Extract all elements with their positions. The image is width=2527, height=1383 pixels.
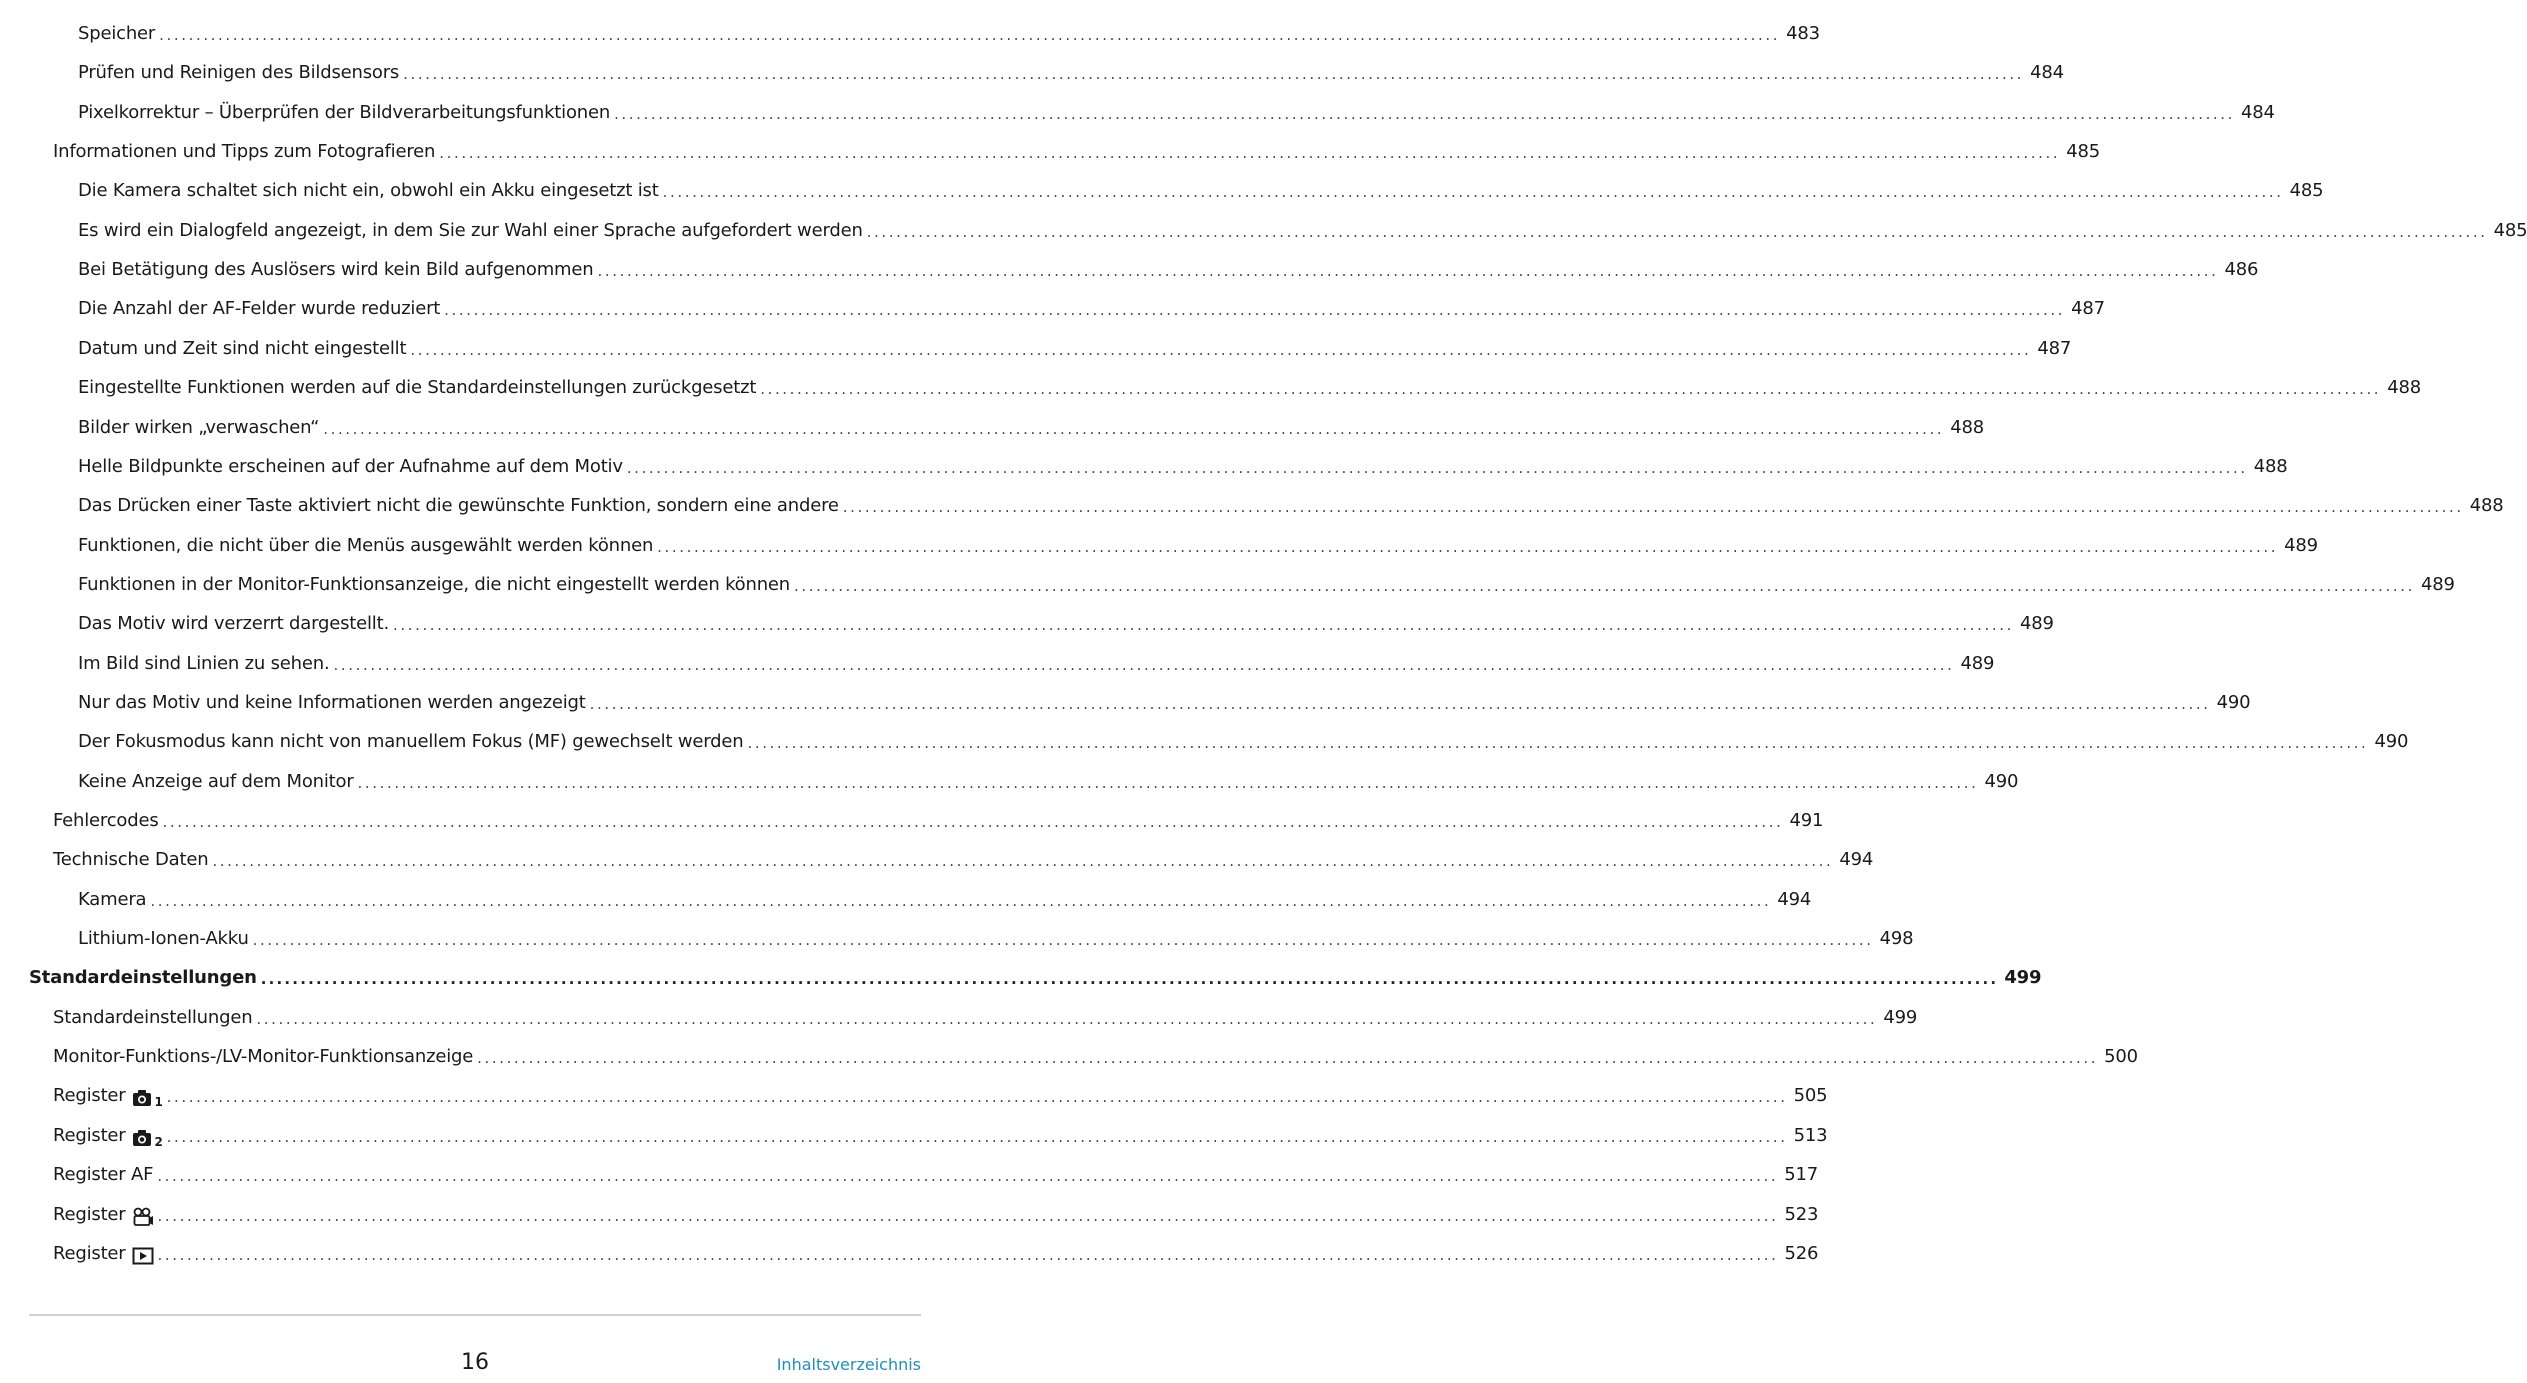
toc-entry-title: Register AF xyxy=(53,1164,154,1186)
toc-entry-title: Die Anzahl der AF-Felder wurde reduziert xyxy=(78,298,441,320)
toc-entry[interactable] xyxy=(78,648,1995,676)
toc-entry[interactable] xyxy=(78,372,2421,400)
toc-entry-title: Es wird ein Dialogfeld angezeigt, in dem Sie zur Wahl einer Sprache aufgefordert werden xyxy=(78,219,863,241)
dot-leader: ............................................................................................................................................................................................................................ xyxy=(842,498,2464,517)
dot-leader: ............................................................................................................................................................................................................................ xyxy=(252,931,1874,950)
toc-entry-title: Keine Anzeige auf dem Monitor xyxy=(78,770,354,792)
dot-leader: ............................................................................................................................................................................................................................ xyxy=(626,458,2248,477)
toc-entry-title: Standardeinstellungen xyxy=(29,967,257,989)
dot-leader: ............................................................................................................................................................................................................................ xyxy=(357,773,1979,792)
dot-leader: ............................................................................................................................................................................................................................ xyxy=(260,970,1999,989)
toc-entry-title: Datum und Zeit sind nicht eingestellt xyxy=(78,337,407,359)
dot-leader: ............................................................................................................................................................................................................................ xyxy=(747,734,2369,753)
toc-entry-page: 485 xyxy=(2289,180,2324,202)
toc-entry-page: 488 xyxy=(2253,455,2288,477)
toc-entry-title: Funktionen in der Monitor-Funktionsanzeige, die nicht eingestellt werden können xyxy=(78,573,790,595)
footer-divider xyxy=(29,1314,921,1316)
toc-entry-title: Bilder wirken „verwaschen“ xyxy=(78,416,320,438)
toc-entry-page: 523 xyxy=(1784,1203,1819,1225)
toc-entry[interactable] xyxy=(53,1041,2138,1069)
toc-entry[interactable] xyxy=(78,766,2019,794)
toc-entry-title: Standardeinstellungen xyxy=(53,1006,253,1028)
toc-entry-page: 500 xyxy=(2104,1046,2138,1068)
toc-entry[interactable] xyxy=(53,136,2100,164)
toc-entry-title: Helle Bildpunkte erscheinen auf der Aufnahme auf dem Motiv xyxy=(78,455,623,477)
toc-entry[interactable] xyxy=(78,923,1914,951)
toc-entry-page: 513 xyxy=(1793,1124,1828,1146)
toc-entry[interactable] xyxy=(78,726,2409,754)
dot-leader: ............................................................................................................................................................................................................................ xyxy=(444,301,2066,320)
toc-entry-page: 505 xyxy=(1793,1085,1828,1107)
dot-leader: ............................................................................................................................................................................................................................ xyxy=(793,576,2415,595)
dot-leader: ............................................................................................................................................................................................................................ xyxy=(477,1049,2099,1068)
dot-leader: ............................................................................................................................................................................................................................ xyxy=(323,419,1945,438)
toc-entry-title: Fehlercodes xyxy=(53,810,159,831)
toc-entry[interactable] xyxy=(53,1080,1828,1110)
toc-entry[interactable] xyxy=(53,1238,1819,1266)
toc-entry-page: 489 xyxy=(1960,652,1995,674)
video-camera-icon xyxy=(132,1207,154,1227)
toc-entry[interactable] xyxy=(53,1120,1828,1149)
toc-entry-page: 517 xyxy=(1784,1164,1819,1186)
toc-entry-page: 526 xyxy=(1784,1242,1819,1264)
toc-entry-title: Monitor-Funktions-/LV-Monitor-Funktionsanzeige xyxy=(53,1046,474,1068)
dot-leader: ............................................................................................................................................................................................................................ xyxy=(597,262,2219,281)
toc-entry[interactable] xyxy=(78,490,2504,518)
toc-entry-page: 488 xyxy=(2469,495,2504,517)
toc-entry-page: 484 xyxy=(2241,101,2275,123)
toc-entry-title: Der Fokusmodus kann nicht von manuellem Fokus (MF) gewechselt werden xyxy=(78,731,744,753)
toc-entry-page: 484 xyxy=(2030,62,2064,84)
dot-leader: ............................................................................................................................................................................................................................ xyxy=(662,183,2284,202)
toc-entry[interactable] xyxy=(78,569,2455,597)
toc-entry-page: 489 xyxy=(2284,534,2318,556)
page-number: 16 xyxy=(461,1350,489,1375)
dot-leader: ............................................................................................................................................................................................................................ xyxy=(159,26,1781,44)
toc-entry[interactable] xyxy=(29,962,2042,990)
toc-entry-page: 489 xyxy=(2019,613,2054,635)
dot-leader: ............................................................................................................................................................................................................................ xyxy=(157,1206,1779,1225)
dot-leader: ............................................................................................................................................................................................................................ xyxy=(333,655,1955,674)
toc-entry-title: Die Kamera schaltet sich nicht ein, obwohl ein Akku eingesetzt ist xyxy=(78,180,659,202)
toc-entry-page: 488 xyxy=(1950,416,1984,438)
dot-leader: ............................................................................................................................................................................................................................ xyxy=(256,1009,1878,1028)
toc-entry-page: 487 xyxy=(2071,298,2105,320)
camera-2-icon: 2 xyxy=(132,1128,163,1148)
dot-leader: ............................................................................................................................................................................................................................ xyxy=(866,222,2488,241)
toc-entry-title: Kamera xyxy=(78,888,147,910)
toc-entry-title: Pixelkorrektur – Überprüfen der Bildverarbeitungsfunktionen xyxy=(78,101,611,123)
toc-entry-page: 499 xyxy=(1883,1006,1918,1028)
dot-leader: ............................................................................................................................................................................................................................ xyxy=(657,537,2279,556)
toc-entry[interactable] xyxy=(78,608,2054,636)
camera-1-icon: 1 xyxy=(132,1088,163,1108)
toc-entry-page: 485 xyxy=(2066,141,2100,163)
toc-entry-title: Prüfen und Reinigen des Bildsensors xyxy=(78,62,400,84)
toc-entry-page: 483 xyxy=(1786,23,1820,44)
dot-leader: ............................................................................................................................................................................................................................ xyxy=(392,616,2014,635)
toc-entry[interactable] xyxy=(53,805,1824,833)
toc-entry-title: Register $_2$ xyxy=(53,1124,163,1149)
toc-entry-page: 490 xyxy=(1984,770,2019,792)
toc-entry[interactable] xyxy=(78,57,2064,85)
toc-entry[interactable] xyxy=(53,1199,1819,1227)
toc-entry[interactable] xyxy=(78,884,1812,912)
toc-entry-page: 499 xyxy=(2004,967,2042,989)
toc-entry-title: Register $_1$ xyxy=(53,1085,163,1110)
playback-icon xyxy=(132,1246,154,1266)
toc-entry-title: Register xyxy=(53,1242,154,1266)
dot-leader: ............................................................................................................................................................................................................................ xyxy=(439,144,2061,163)
toc-entry[interactable] xyxy=(53,1002,1918,1030)
toc-entry[interactable] xyxy=(78,687,2251,715)
toc-entry[interactable] xyxy=(78,530,2318,558)
toc-section-link[interactable]: Inhaltsverzeichnis xyxy=(776,1355,921,1374)
dot-leader: ............................................................................................................................................................................................................................ xyxy=(162,813,1784,831)
toc-entry-page: 491 xyxy=(1789,810,1824,831)
toc-entry-page: 489 xyxy=(2420,573,2455,595)
toc-entry-title: Im Bild sind Linien zu sehen. xyxy=(78,652,330,674)
toc-entry[interactable] xyxy=(78,215,2527,243)
toc-entry-title: Nur das Motiv und keine Informationen werden angezeigt xyxy=(78,691,586,713)
dot-leader: ............................................................................................................................................................................................................................ xyxy=(589,694,2211,713)
toc-entry-title: Das Motiv wird verzerrt dargestellt. xyxy=(78,613,389,635)
dot-leader: ............................................................................................................................................................................................................................ xyxy=(166,1088,1788,1107)
toc-entry-page: 494 xyxy=(1777,888,1812,910)
dot-leader: ............................................................................................................................................................................................................................ xyxy=(157,1167,1779,1186)
toc-entry-page: 487 xyxy=(2037,337,2072,359)
toc-entry[interactable] xyxy=(78,412,1984,440)
toc-entry-page: 485 xyxy=(2493,219,2527,241)
toc-entry-page: 494 xyxy=(1839,849,1874,871)
toc-entry[interactable] xyxy=(78,97,2275,125)
toc-entry[interactable] xyxy=(78,18,1820,46)
toc-entry-page: 486 xyxy=(2224,259,2259,281)
toc-entry[interactable] xyxy=(78,451,2288,479)
toc-entry-page: 498 xyxy=(1879,928,1914,950)
toc-entry-title: Register xyxy=(53,1203,154,1227)
toc-entry[interactable] xyxy=(78,333,2072,361)
dot-leader: ............................................................................................................................................................................................................................ xyxy=(410,340,2032,359)
toc-entry-title: Speicher xyxy=(78,23,156,44)
toc-entry-title: Eingestellte Funktionen werden auf die Standardeinstellungen zurückgesetzt xyxy=(78,377,757,399)
toc-entry[interactable] xyxy=(78,293,2105,321)
toc-entry-page: 490 xyxy=(2374,731,2409,753)
dot-leader: ............................................................................................................................................................................................................................ xyxy=(614,104,2236,123)
toc-entry[interactable] xyxy=(53,1159,1819,1187)
dot-leader: ............................................................................................................................................................................................................................ xyxy=(150,891,1772,910)
toc-entry[interactable] xyxy=(78,254,2259,282)
toc-entry-page: 490 xyxy=(2216,691,2251,713)
toc-entry-title: Das Drücken einer Taste aktiviert nicht die gewünschte Funktion, sondern eine andere xyxy=(78,495,839,517)
toc-entry-title: Bei Betätigung des Auslösers wird kein Bild aufgenommen xyxy=(78,259,594,281)
toc-entry-title: Informationen und Tipps zum Fotografieren xyxy=(53,141,436,163)
dot-leader: ............................................................................................................................................................................................................................ xyxy=(403,65,2025,84)
dot-leader: ............................................................................................................................................................................................................................ xyxy=(157,1245,1779,1264)
toc-entry-page: 488 xyxy=(2387,377,2421,399)
toc-entry-title: Funktionen, die nicht über die Menüs ausgewählt werden können xyxy=(78,534,654,556)
toc-entry[interactable] xyxy=(78,175,2324,203)
dot-leader: ............................................................................................................................................................................................................................ xyxy=(760,380,2382,399)
dot-leader: ............................................................................................................................................................................................................................ xyxy=(212,852,1834,871)
toc-entry[interactable] xyxy=(53,844,1874,872)
toc-entry-title: Technische Daten xyxy=(53,849,209,871)
toc-entry-title: Lithium-Ionen-Akku xyxy=(78,928,249,950)
dot-leader: ............................................................................................................................................................................................................................ xyxy=(166,1127,1788,1146)
